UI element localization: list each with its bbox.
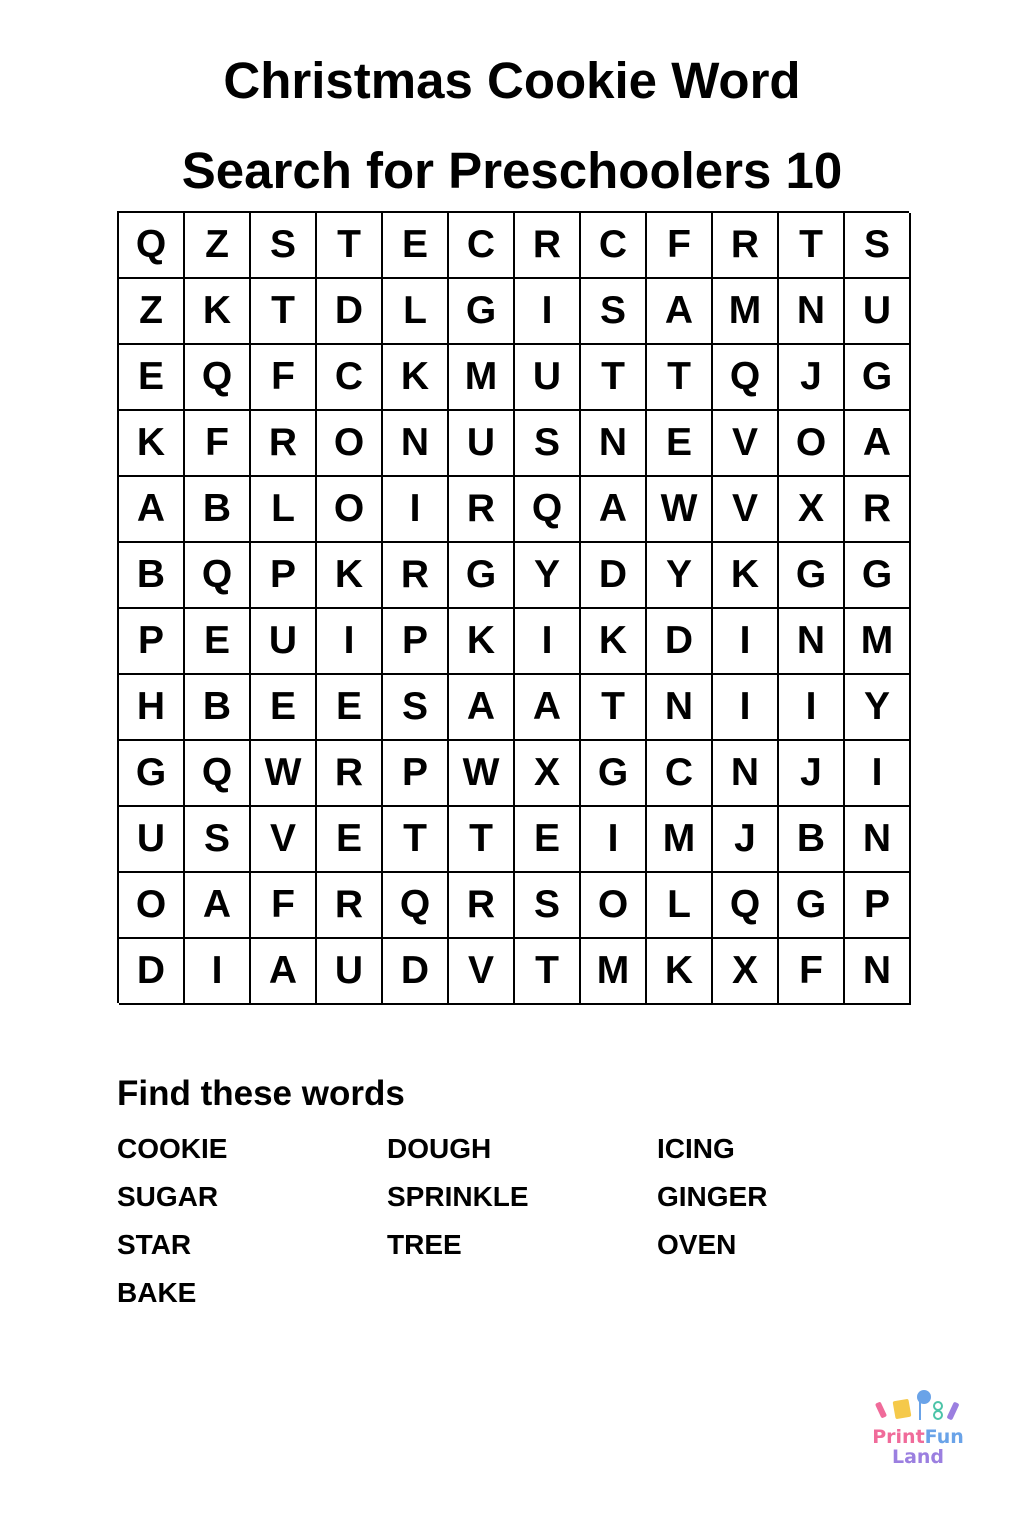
grid-cell: U xyxy=(449,411,515,477)
grid-cell: N xyxy=(581,411,647,477)
grid-cell: G xyxy=(779,543,845,609)
grid-cell: F xyxy=(251,345,317,411)
grid-cell: I xyxy=(317,609,383,675)
grid-cell: E xyxy=(647,411,713,477)
grid-cell: G xyxy=(449,543,515,609)
grid-cell: E xyxy=(317,675,383,741)
grid-cell: A xyxy=(185,873,251,939)
grid-cell: J xyxy=(779,741,845,807)
grid-cell: E xyxy=(119,345,185,411)
grid-cell: T xyxy=(581,345,647,411)
grid-cell: B xyxy=(185,477,251,543)
grid-cell: F xyxy=(251,873,317,939)
grid-cell: U xyxy=(251,609,317,675)
grid-cell: G xyxy=(779,873,845,939)
grid-cell: R xyxy=(845,477,911,543)
word-list-item: BAKE xyxy=(117,1277,197,1308)
grid-cell: N xyxy=(779,279,845,345)
title-line-2: Search for Preschoolers 10 xyxy=(181,142,843,199)
word-list-item: SUGAR xyxy=(117,1181,219,1212)
logo-text-line-1 xyxy=(868,1426,968,1448)
grid-cell: Y xyxy=(515,543,581,609)
grid-cell: Q xyxy=(185,741,251,807)
grid-cell: D xyxy=(119,939,185,1005)
grid-cell: P xyxy=(845,873,911,939)
grid-cell: G xyxy=(845,543,911,609)
grid-cell: G xyxy=(581,741,647,807)
grid-cell: K xyxy=(449,609,515,675)
grid-cell: W xyxy=(449,741,515,807)
grid-cell: A xyxy=(515,675,581,741)
grid-cell: C xyxy=(317,345,383,411)
grid-cell: V xyxy=(449,939,515,1005)
grid-cell: O xyxy=(779,411,845,477)
grid-cell: E xyxy=(251,675,317,741)
grid-cell: S xyxy=(515,873,581,939)
grid-cell: T xyxy=(251,279,317,345)
grid-cell: O xyxy=(581,873,647,939)
grid-cell: A xyxy=(119,477,185,543)
grid-cell: Q xyxy=(119,213,185,279)
grid-cell: X xyxy=(515,741,581,807)
grid-cell: P xyxy=(251,543,317,609)
grid-cell: P xyxy=(119,609,185,675)
grid-cell: T xyxy=(449,807,515,873)
grid-cell: R xyxy=(317,741,383,807)
grid-cell: O xyxy=(317,477,383,543)
words-heading: Find these words xyxy=(117,1074,405,1113)
grid-cell: R xyxy=(251,411,317,477)
grid-cell: N xyxy=(383,411,449,477)
grid-cell: X xyxy=(779,477,845,543)
grid-cell: D xyxy=(647,609,713,675)
printfunland-logo xyxy=(868,1388,968,1472)
grid-cell: S xyxy=(185,807,251,873)
grid-cell: A xyxy=(449,675,515,741)
word-list xyxy=(117,1128,927,1320)
grid-cell: N xyxy=(845,807,911,873)
grid-cell: K xyxy=(647,939,713,1005)
grid-cell: G xyxy=(119,741,185,807)
page-title xyxy=(0,36,1024,216)
grid-cell: N xyxy=(779,609,845,675)
grid-cell: N xyxy=(845,939,911,1005)
grid-cell: S xyxy=(251,213,317,279)
grid-cell: K xyxy=(119,411,185,477)
word-list-item: GINGER xyxy=(657,1181,768,1212)
grid-cell: Z xyxy=(119,279,185,345)
grid-cell: M xyxy=(449,345,515,411)
grid-cell: I xyxy=(515,279,581,345)
grid-cell: K xyxy=(383,345,449,411)
grid-cell: E xyxy=(185,609,251,675)
grid-cell: C xyxy=(449,213,515,279)
grid-cell: Q xyxy=(515,477,581,543)
grid-cell: X xyxy=(713,939,779,1005)
grid-cell: M xyxy=(647,807,713,873)
grid-cell: U xyxy=(317,939,383,1005)
grid-cell: A xyxy=(845,411,911,477)
grid-cell: R xyxy=(449,477,515,543)
grid-cell: I xyxy=(779,675,845,741)
grid-cell: R xyxy=(383,543,449,609)
grid-cell: A xyxy=(647,279,713,345)
grid-cell: V xyxy=(713,477,779,543)
logo-text-land: Land xyxy=(891,1446,945,1468)
grid-cell: W xyxy=(647,477,713,543)
grid-cell: S xyxy=(845,213,911,279)
word-search-grid xyxy=(117,211,909,1003)
grid-cell: K xyxy=(317,543,383,609)
grid-cell: Q xyxy=(383,873,449,939)
grid-cell: T xyxy=(647,345,713,411)
grid-cell: T xyxy=(581,675,647,741)
grid-cell: S xyxy=(581,279,647,345)
word-list-item: SPRINKLE xyxy=(387,1181,529,1212)
grid-cell: Y xyxy=(845,675,911,741)
grid-cell: J xyxy=(713,807,779,873)
grid-cell: S xyxy=(515,411,581,477)
grid-cell: U xyxy=(119,807,185,873)
grid-cell: C xyxy=(647,741,713,807)
grid-cell: F xyxy=(185,411,251,477)
grid-cell: B xyxy=(119,543,185,609)
grid-cell: Q xyxy=(713,873,779,939)
grid-cell: I xyxy=(581,807,647,873)
grid-cell: L xyxy=(647,873,713,939)
grid-cell: R xyxy=(317,873,383,939)
grid-cell: K xyxy=(713,543,779,609)
word-list-item: STAR xyxy=(117,1229,192,1260)
grid-cell: I xyxy=(845,741,911,807)
grid-cell: I xyxy=(515,609,581,675)
grid-cell: S xyxy=(383,675,449,741)
word-list-item: TREE xyxy=(387,1229,462,1260)
grid-cell: N xyxy=(647,675,713,741)
grid-cell: C xyxy=(581,213,647,279)
grid-cell: T xyxy=(383,807,449,873)
grid-cell: E xyxy=(317,807,383,873)
grid-cell: M xyxy=(845,609,911,675)
word-list-item: ICING xyxy=(657,1133,735,1164)
grid-cell: K xyxy=(185,279,251,345)
grid-cell: P xyxy=(383,609,449,675)
grid-cell: A xyxy=(581,477,647,543)
word-list-item: OVEN xyxy=(657,1229,737,1260)
grid-cell: E xyxy=(383,213,449,279)
grid-cell: Q xyxy=(713,345,779,411)
grid-cell: Z xyxy=(185,213,251,279)
title-line-1: Christmas Cookie Word xyxy=(223,52,801,109)
grid-cell: O xyxy=(317,411,383,477)
logo-text-fun: Fun xyxy=(924,1426,964,1448)
grid-cell: W xyxy=(251,741,317,807)
grid-cell: I xyxy=(383,477,449,543)
grid-cell: E xyxy=(515,807,581,873)
grid-cell: L xyxy=(383,279,449,345)
grid-cell: R xyxy=(713,213,779,279)
grid-cell: P xyxy=(383,741,449,807)
grid-cell: D xyxy=(383,939,449,1005)
grid-cell: Y xyxy=(647,543,713,609)
grid-cell: K xyxy=(581,609,647,675)
grid-cell: Q xyxy=(185,345,251,411)
grid-cell: B xyxy=(185,675,251,741)
grid-cell: H xyxy=(119,675,185,741)
grid-cell: D xyxy=(317,279,383,345)
grid-cell: T xyxy=(515,939,581,1005)
grid-cell: D xyxy=(581,543,647,609)
grid-cell: V xyxy=(251,807,317,873)
grid-cell: F xyxy=(647,213,713,279)
grid-cell: I xyxy=(713,609,779,675)
grid-cell: T xyxy=(317,213,383,279)
grid-cell: B xyxy=(779,807,845,873)
grid-cell: U xyxy=(515,345,581,411)
grid-cell: N xyxy=(713,741,779,807)
grid-cell: V xyxy=(713,411,779,477)
grid-cell: G xyxy=(449,279,515,345)
grid-cell: O xyxy=(119,873,185,939)
grid-cell: J xyxy=(779,345,845,411)
grid-cell: T xyxy=(779,213,845,279)
word-list-item: DOUGH xyxy=(387,1133,492,1164)
art-supplies-icon xyxy=(868,1388,968,1428)
grid-cell: I xyxy=(713,675,779,741)
grid-cell: I xyxy=(185,939,251,1005)
grid-cell: G xyxy=(845,345,911,411)
grid-cell: U xyxy=(845,279,911,345)
grid-cell: M xyxy=(713,279,779,345)
grid-cell: Q xyxy=(185,543,251,609)
grid-cell: A xyxy=(251,939,317,1005)
grid-cell: F xyxy=(779,939,845,1005)
grid-cell: M xyxy=(581,939,647,1005)
grid-cell: R xyxy=(515,213,581,279)
logo-text-print: Print xyxy=(872,1426,925,1448)
grid-cell: R xyxy=(449,873,515,939)
grid-cell: L xyxy=(251,477,317,543)
word-list-item: COOKIE xyxy=(117,1133,228,1164)
